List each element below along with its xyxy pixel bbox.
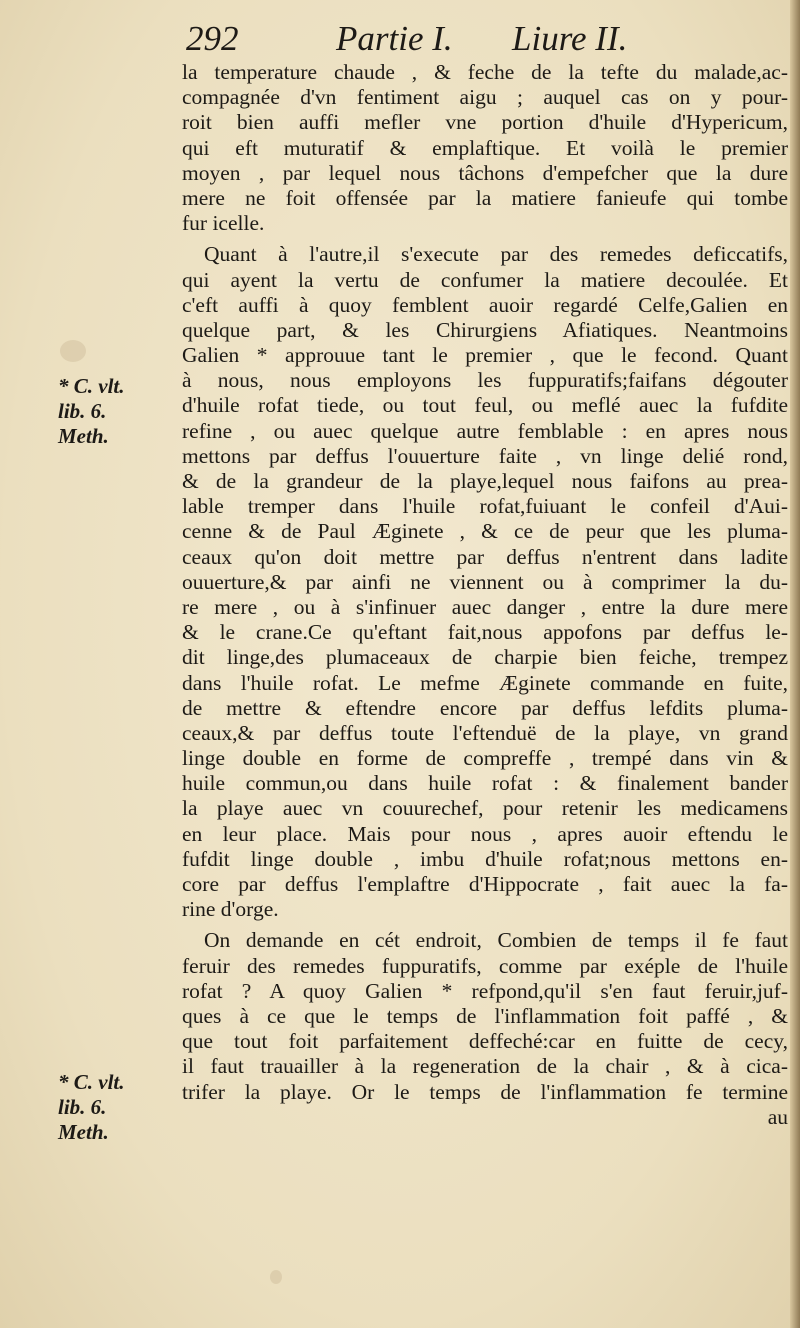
text-line: dans l'huile rofat. Le mefme Æginete commande en fuite, — [182, 670, 788, 695]
text-line: rofat ? A quoy Galien * refpond,qu'il s'en faut feruir,juf- — [182, 978, 788, 1003]
text-line: huile commun,ou dans huile rofat : & finalement bander — [182, 771, 788, 796]
text-line: refine , ou auec quelque autre femblable : en apres nous — [182, 418, 788, 443]
page-edge — [790, 0, 800, 1328]
text-line: Galien * approuue tant le premier , que le fecond. Quant — [182, 343, 788, 368]
text-line: mettons par deffus l'ouuerture faite , vn linge delié rond, — [182, 443, 788, 468]
text-line: re mere , ou à s'infinuer auec danger , entre la dure mere — [182, 594, 788, 619]
marginal-note — [58, 1070, 176, 1145]
text-line: roit bien auffi mefler vne portion d'huile d'Hypericum, — [182, 110, 788, 135]
text-line: feruir des remedes fuppuratifs, comme par exéple de l'huile — [182, 953, 788, 978]
text-line: ceaux qu'on doit mettre par deffus n'entrent dans ladite — [182, 544, 788, 569]
marginal-note — [58, 374, 176, 449]
text-line: d'huile rofat tiede, ou tout feul, ou meflé auec la fufdite — [182, 393, 788, 418]
text-line: qui eft muturatif & emplaftique. Et voilà le premier — [182, 135, 788, 160]
paragraph-start-line: Quant à l'autre,il s'execute par des remedes deficcatifs, — [204, 242, 788, 267]
text-line: ouuerture,& par ainfi ne viennent ou à comprimer la du- — [182, 569, 788, 594]
ink-smudge — [270, 1270, 282, 1284]
text-line: quelque part, & les Chirurgiens Afiatiques. Neantmoins — [182, 317, 788, 342]
text-line: lable tremper dans l'huile rofat,fuiuant le confeil d'Aui- — [182, 494, 788, 519]
text-line: en leur place. Mais pour nous , apres auoir eftendu le — [182, 821, 788, 846]
text-line: ques à ce que le temps de l'inflammation foit paffé , & — [182, 1003, 788, 1028]
text-line: mere ne foit offensée par la matiere fanieufe qui tombe — [182, 185, 788, 210]
text-line: que tout foit parfaitement deffeché:car en fuitte de cecy, — [182, 1029, 788, 1054]
marginal-note-line: lib. 6. — [58, 399, 107, 423]
text-line: trifer la playe. Or le temps de l'inflammation fe termine — [182, 1079, 788, 1104]
running-title-part: Partie I. — [336, 19, 453, 58]
text-line: cenne & de Paul Æginete , & ce de peur que les pluma- — [182, 519, 788, 544]
marginal-note-line: Meth. — [58, 1120, 109, 1144]
marginal-note-line: lib. 6. — [58, 1095, 107, 1119]
text-line: rine d'orge. — [182, 897, 279, 922]
running-header — [186, 16, 706, 62]
text-line: core par deffus l'emplaftre d'Hippocrate , fait auec la fa- — [182, 872, 788, 896]
catchword: au — [767, 1104, 788, 1129]
text-line: ceaux,& par deffus toute l'eftenduë de la playe, vn grand — [182, 720, 788, 745]
page-number: 292 — [186, 19, 239, 58]
text-line: dit linge,des plumaceaux de charpie bien feiche, trempez — [182, 645, 788, 670]
text-line: la temperature chaude , & feche de la tefte du malade,ac- — [182, 60, 788, 84]
body-text — [182, 60, 788, 1130]
running-title-book: Liure II. — [512, 19, 628, 58]
text-line: moyen , par lequel nous tâchons d'empefcher que la dure — [182, 160, 788, 185]
text-line: & de la grandeur de la playe,lequel nous faifons au prea- — [182, 469, 788, 493]
marginal-note-line: * C. vlt. — [58, 1070, 125, 1094]
ink-smudge — [60, 340, 86, 362]
text-line: qui ayent la vertu de confumer la matiere decoulée. Et — [182, 267, 788, 292]
text-line: de mettre & eftendre encore par deffus lefdits pluma- — [182, 695, 788, 720]
text-line: & le crane.Ce qu'eftant fait,nous appofons par deffus le- — [182, 620, 788, 645]
marginal-note-line: * C. vlt. — [58, 374, 125, 398]
text-line: compagnée d'vn fentiment aigu ; auquel cas on y pour- — [182, 85, 788, 110]
text-line: linge double en forme de compreffe , trempé dans vin & — [182, 746, 788, 771]
text-line: il faut trauailler à la regeneration de la chair , & à cica- — [182, 1054, 788, 1079]
text-line: la playe auec vn couurechef, pour retenir les medicamens — [182, 796, 788, 821]
text-line: c'eft auffi à quoy femblent auoir regardé Celfe,Galien en — [182, 292, 788, 317]
marginal-note-line: Meth. — [58, 424, 109, 448]
paragraph-start-line: On demande en cét endroit, Combien de temps il fe faut — [204, 928, 788, 953]
text-line: fufdit linge double , imbu d'huile rofat;nous mettons en- — [182, 846, 788, 871]
text-line: fur icelle. — [182, 211, 265, 236]
text-line: à nous, nous employons les fuppuratifs;faifans dégouter — [182, 368, 788, 393]
